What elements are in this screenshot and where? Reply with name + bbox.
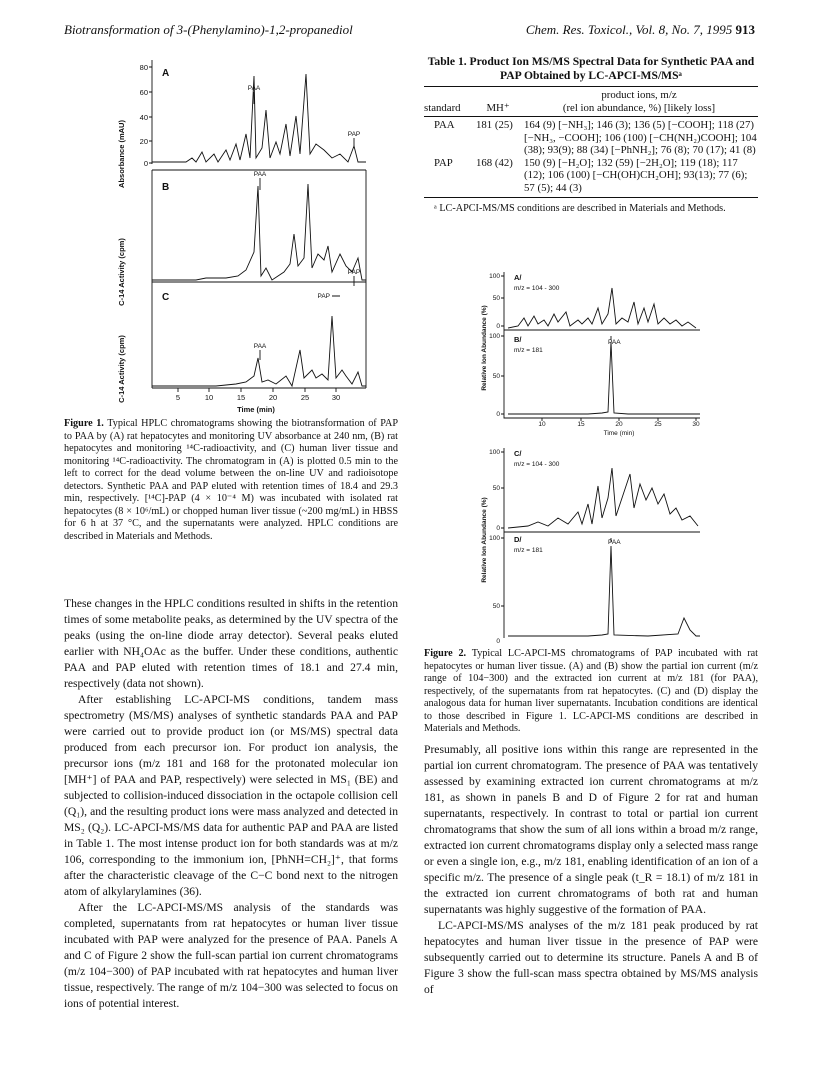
- fig1-xtick: 15: [236, 393, 246, 402]
- fig1-xlabel: Time (min): [237, 405, 275, 414]
- fig2-ytick: 0: [496, 323, 500, 330]
- fig2-ytick: 100: [489, 333, 500, 340]
- fig2-xlabel: Time (min): [603, 430, 635, 437]
- fig2-panel-b: B/: [514, 335, 522, 344]
- fig1-annot-pap-b: PAP: [347, 269, 361, 276]
- fig2-axis-top: [504, 272, 700, 418]
- fig1-panel-b: B: [162, 182, 170, 193]
- figure-1-chromatograms: [96, 54, 376, 414]
- right-column-text: [424, 742, 758, 998]
- table-cell-mh: 168 (42): [476, 156, 513, 169]
- page-number: 913: [735, 22, 755, 37]
- fig1-annot-paa-b: PAA: [253, 171, 267, 178]
- fig1-ylabel-a: Absorbance (mAU): [117, 120, 126, 188]
- fig2-ytick: 0: [496, 525, 500, 532]
- running-header-journal: [526, 22, 755, 38]
- paragraph: Presumably, all positive ions within this range are represented in the partial ion current chromatogram. The presence of PAA was tentatively assessed by examining extracted ion current chromatograms at m/z 181, as shown in panels B and D of Figure 2 for rat and human supernatants, respectively. In contrast to total or partial ion current chromatograms that show the sum of all ions within a broad m/z range, extracted ion current chromatograms display only a selected mass range or even a single ion, e.g., m/z 181, enabling identification of an ion of a specific m/z. The presence of a single peak (t_R = 18.1) of m/z 181 in the extracted ion current chromatograms of both rat and human supernatants was highly suggestive of the formation of PAA.: [424, 743, 758, 916]
- table-row: [424, 119, 758, 157]
- table-col-header-ions-top: product ions, m/z: [601, 89, 677, 101]
- fig2-panel-a: A/: [514, 273, 522, 282]
- table-col-header-ions-bottom: (rel ion abundance, %) [likely loss]: [562, 101, 716, 114]
- table-row: [424, 157, 758, 195]
- fig1-ytick: 60: [139, 88, 148, 97]
- fig1-annot-paa-a: PAA: [247, 85, 261, 92]
- running-header-title: Biotransformation of 3-(Phenylamino)-1,2-propanediol: [64, 22, 353, 37]
- fig2-ylabel-bottom: Relative Ion Abundance (%): [481, 497, 488, 583]
- fig2-trace-a: [508, 288, 696, 328]
- table-1: [424, 86, 758, 216]
- fig2-xtick: 20: [615, 421, 623, 428]
- fig2-annot-paa-b: PAA: [608, 339, 621, 346]
- fig2-xtick: 30: [692, 421, 700, 428]
- fig1-ytick: 40: [139, 113, 148, 122]
- fig2-ytick: 50: [492, 485, 500, 492]
- fig2-panel-d: D/: [514, 535, 522, 544]
- fig1-annot-pap-c: PAP: [317, 293, 330, 300]
- fig1-xtick: 10: [204, 393, 214, 402]
- table-cell-ions: 150 (9) [−H₂O]; 132 (59) [−2H₂O]; 119 (18); 117 (12); 106 (100) [−CH(OH)CH₂OH]; 93(13); 77 (6); 57 (5); 44 (3): [524, 156, 748, 194]
- fig2-ytick: 0: [496, 638, 500, 645]
- fig1-panel-c: C: [162, 292, 170, 303]
- figure-2-caption: [424, 648, 758, 736]
- fig2-panel-a-sub: m/z = 104 - 300: [514, 285, 560, 292]
- fig1-xtick: 5: [175, 393, 181, 402]
- fig1-ytick: 0: [143, 159, 148, 168]
- table-cell-mh: 181 (25): [476, 119, 513, 131]
- fig2-ylabel-top: Relative Ion Abundance (%): [481, 305, 488, 391]
- paragraph: LC-APCI-MS/MS analyses of the m/z 181 peak produced by rat hepatocytes and human liver tissue in the presence of PAP were subsequently carried out to determine its structure. Panels A and B of Figure 3 show the full-scan mass spectra obtained by MS/MS analysis of: [424, 919, 758, 996]
- fig1-trace-b: [152, 184, 366, 280]
- fig2-xtick: 15: [577, 421, 585, 428]
- table-cell-ions: 164 (9) [−NH₃]; 146 (3); 136 (5) [−COOH]; 118 (27) [−NH₃, −COOH]; 106 (100) [−CH(NH₂)COOH]; 104 (38); 93(9); 88 (34) [−PhNH₂]; 76 (8); 70 (17); 41 (8): [524, 119, 757, 156]
- figure-2-caption-label: Figure 2.: [424, 648, 467, 659]
- table-1-title: Table 1. Product Ion MS/MS Spectral Data for Synthetic PAA and PAP Obtained by LC-APCI-MS/MSᵃ: [427, 55, 755, 82]
- fig2-ytick: 0: [496, 411, 500, 418]
- fig2-panel-c: C/: [514, 449, 522, 458]
- fig2-yticks: [501, 276, 504, 606]
- table-col-header-mh: MH⁺: [486, 101, 510, 114]
- table-cell-standard: PAP: [434, 156, 453, 169]
- fig1-arrow: [254, 92, 354, 360]
- fig2-annot-paa-d: PAA: [608, 539, 621, 546]
- fig1-xticks: [178, 388, 336, 392]
- fig2-trace-d: [508, 546, 700, 636]
- figure-2-chromatograms: [478, 268, 708, 646]
- fig1-ylabel-c: C-14 Activity (cpm): [117, 335, 126, 403]
- paragraph: After the LC-APCI-MS/MS analysis of the standards was completed, supernatants from rat hepatocytes or human liver tissue incubated with PAP were analyzed for the presence of PAA. Panels A and C of Figure 2 show the full-scan partial ion current chromatograms (m/z 104−300) of PAP incubated with rat hepatocytes and human liver tissue, respectively. The range of m/z 104−300 was selected to focus on ions of potential interest.: [64, 901, 398, 1010]
- table-1-footnote: ᵃ LC-APCI-MS/MS conditions are described in Materials and Methods.: [434, 203, 726, 214]
- fig2-xticks: [542, 418, 696, 421]
- fig1-xtick: 30: [331, 393, 341, 402]
- figure-1-caption: [64, 418, 398, 543]
- fig1-annot-pap-a: PAP: [347, 131, 361, 138]
- fig2-ytick: 50: [492, 295, 500, 302]
- fig2-ytick: 50: [492, 373, 500, 380]
- fig2-panel-d-sub: m/z = 181: [514, 547, 543, 554]
- fig1-xtick: 20: [268, 393, 278, 402]
- left-column-text: [64, 596, 398, 1012]
- fig1-trace-c: [152, 316, 366, 386]
- journal-citation: Chem. Res. Toxicol., Vol. 8, No. 7, 1995: [525, 22, 733, 37]
- fig2-ytick: 100: [489, 535, 500, 542]
- fig1-ytick: 20: [139, 137, 148, 146]
- table-col-header-standard: standard: [424, 101, 461, 114]
- fig2-ytick: 100: [489, 273, 500, 280]
- figure-1-caption-text: Typical HPLC chromatograms showing the biotransformation of PAP to PAA by (A) rat hepatocytes and monitoring UV absorbance at 240 nm, (B) rat hepatocytes and monitoring ¹⁴C-radioactivity, and (C) human liver tissue and monitoring ¹⁴C-radioactivity. The chromatogram in (A) is plotted 0.5 min to the left to correct for the dead volume between the on-line UV and radioisotope detectors. Synthetic PAA and PAP eluted with retention times of 18.4 and 29.3 min, respectively. [¹⁴C]-PAP (4 × 10⁻⁴ M) was incubated with isolated rat hepatocytes (8 × 10⁶/mL) or chopped human liver tissue (~200 mg/mL) in HBSS for 6 h at 37 °C, and the supernatants were analyzed. HPLC conditions are described in Materials and Methods.: [64, 418, 398, 542]
- fig2-xtick: 10: [538, 421, 546, 428]
- fig2-trace-c: [508, 468, 698, 528]
- fig2-panel-b-sub: m/z = 181: [514, 347, 543, 354]
- fig1-ylabel-b: C-14 Activity (cpm): [117, 238, 126, 306]
- table-cell-standard: PAA: [434, 119, 455, 131]
- fig1-ytick: 80: [139, 63, 148, 72]
- paragraph: These changes in the HPLC conditions resulted in shifts in the retention times of some metabolite peaks, as determined by the UV spectra of the peaks (using the on-line diode array detector). Several peaks eluted earlier with NH₄OAc as the buffer. Under these conditions, authentic PAA and PAP eluted with retention times of 18.1 and 27.4 min, respectively (data not shown).: [64, 597, 398, 690]
- fig2-panel-c-sub: m/z = 104 - 300: [514, 461, 560, 468]
- fig2-xtick: 25: [654, 421, 662, 428]
- fig2-ytick: 100: [489, 449, 500, 456]
- fig1-panel-a: A: [162, 68, 170, 79]
- fig1-xtick: 25: [300, 393, 310, 402]
- paragraph: After establishing LC-APCI-MS conditions, tandem mass spectrometry (MS/MS) analyses of synthetic standards PAA and PAP were carried out to provide product ion (or MS/MS) spectral data produced from each precursor ion. For product ion analysis, the precursor ions (m/z 181 and 168 for the protonated molecular ion [MH⁺] of PAA and PAP, respectively) were selected in MS₁ (BE) and subjected to collision-induced dissociation in the octapole collision cell (Q₁), and the resulting product ions were mass analyzed and detected in MS₂ (Q₂). LC-APCI-MS/MS data for authentic PAP and PAA are listed in Table 1. The most intense product ion for both standards was at m/z 106, corresponding to the immonium ion, [PhNH=CH₂]⁺, that forms after the characteristic cleavage of the C−C bond next to the nitrogen atom of alkylarylamines (36).: [64, 693, 398, 898]
- fig2-ytick: 50: [492, 603, 500, 610]
- fig1-annot-paa-c: PAA: [253, 343, 267, 350]
- figure-1-caption-label: Figure 1.: [64, 418, 104, 429]
- figure-2-caption-text: Typical LC-APCI-MS chromatograms of PAP incubated with rat hepatocytes or human liver tissue. (A) and (B) show the partial ion current (m/z range of 104−300) and the extracted ion current at m/z 181 (for PAA), respectively, of the supernatants from rat hepatocytes. (C) and (D) display the analogous data for human liver supernatants. Incubation conditions are identical to those described in Figure 1. LC-APCI-MS conditions are described in Materials and Methods.: [424, 648, 758, 734]
